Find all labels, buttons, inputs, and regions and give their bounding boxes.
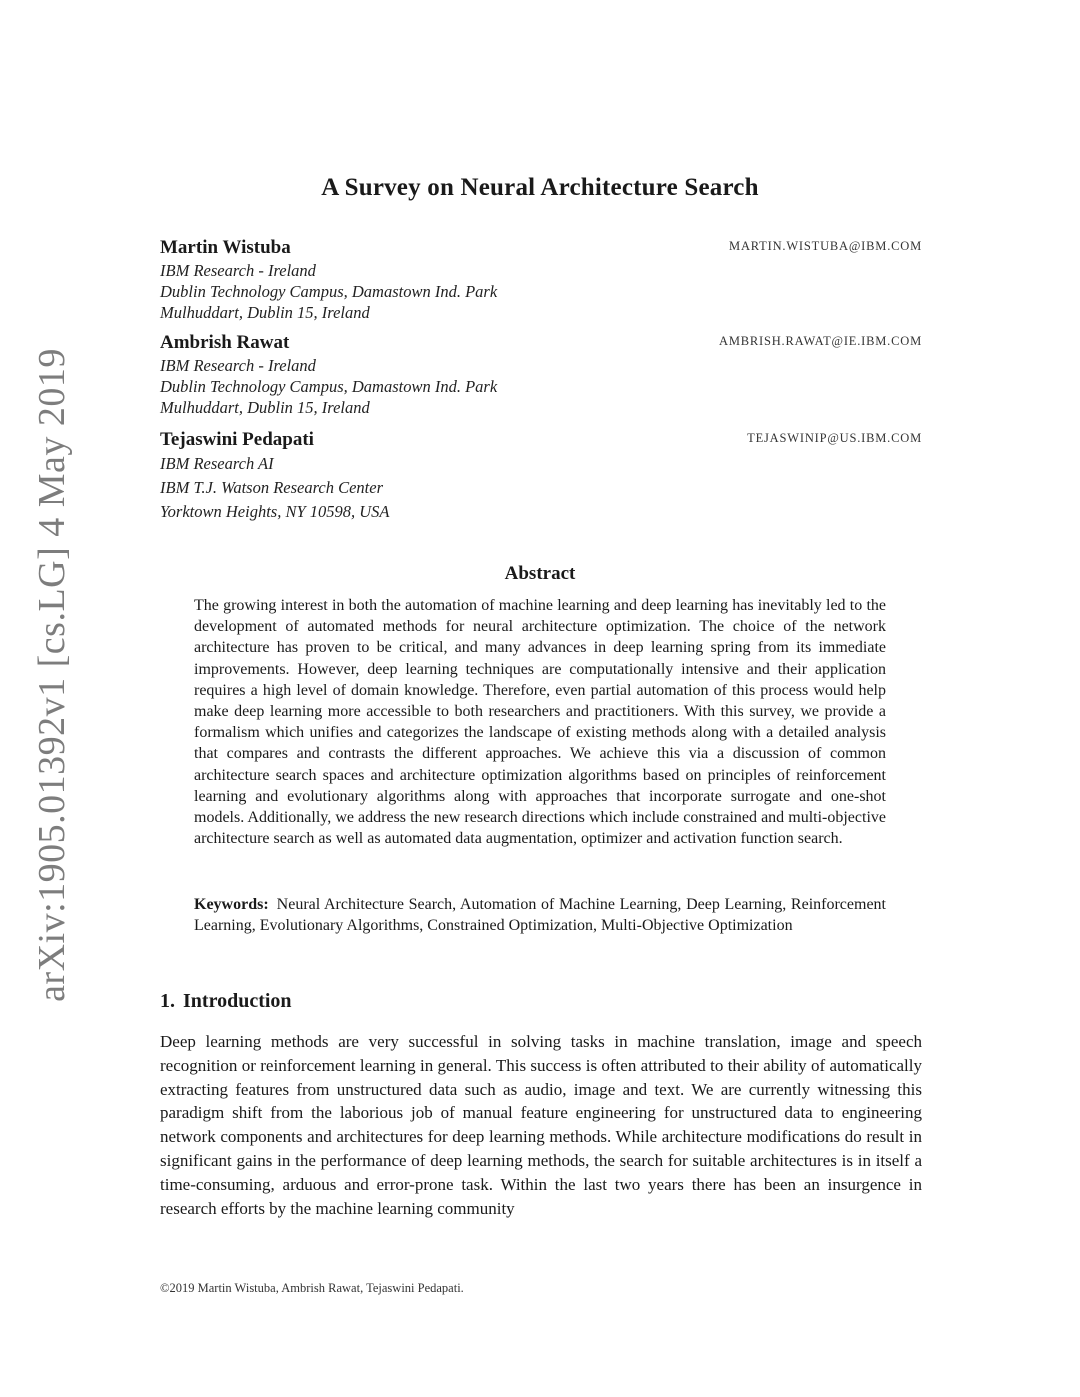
copyright-footer: ©2019 Martin Wistuba, Ambrish Rawat, Tejaswini Pedapati.: [160, 1281, 464, 1295]
author-block: [160, 331, 922, 418]
abstract-heading: Abstract: [504, 563, 576, 584]
author-affiliation-line: IBM Research AI: [160, 454, 274, 473]
section-heading-introduction: [160, 990, 292, 1013]
arxiv-identifier-stamp: arXiv:1905.01392v1 [cs.LG] 4 May 2019: [31, 348, 73, 1002]
author-name: Martin Wistuba: [160, 237, 291, 258]
author-name: Ambrish Rawat: [160, 332, 290, 353]
introduction-text: Deep learning methods are very successful in solving tasks in machine translation, image and speech recognition or reinforcement learning in general. This success is often attributed to their ability of automatically extracting features from unstructured data such as audio, image and text. We are currently witnessing this paradigm shift from the laborious job of manual feature engineering for unstructured data to engineering network components and architectures for deep learning methods. While architecture modifications do result in significant gains in the performance of deep learning methods, the search for suitable architectures is in itself a time-consuming, arduous and error-prone task. Within the last two years there has been an insurgence in research efforts by the machine learning community: [160, 1032, 922, 1218]
section-title: Introduction: [183, 990, 292, 1012]
author-affiliation-line: IBM Research - Ireland: [160, 261, 316, 280]
author-affiliation-line: IBM T.J. Watson Research Center: [160, 478, 384, 497]
paper-title: A Survey on Neural Architecture Search: [321, 174, 759, 201]
abstract-text: The growing interest in both the automation of machine learning and deep learning has inevitably led to the development of automated methods for neural architecture optimization. The choice of the network architecture has proven to be critical, and many advances in deep learning spring from its immediate improvements. However, deep learning techniques are computationally intensive and their application requires a high level of domain knowledge. Therefore, even partial automation of this process would help make deep learning more accessible to both researchers and practitioners. With this survey, we provide a formalism which unifies and categorizes the landscape of existing methods along with a detailed analysis that compares and contrasts the different approaches. We achieve this via a discussion of common architecture search spaces and architecture optimization algorithms based on principles of reinforcement learning and evolutionary algorithms along with approaches that incorporate surrogate and one-shot models. Additionally, we address the new research directions which include constrained and multi-objective architecture search as well as automated data augmentation, optimizer and activation function search.: [194, 597, 886, 848]
author-name: Tejaswini Pedapati: [160, 429, 314, 450]
author-affiliation-line: Yorktown Heights, NY 10598, USA: [160, 502, 390, 521]
keywords-text: Neural Architecture Search, Automation of Machine Learning, Deep Learning, Reinforcement Learning, Evolutionary Algorithms, Constrained Optimization, Multi-Objective Optimization: [194, 896, 886, 935]
author-affiliation-line: IBM Research - Ireland: [160, 356, 316, 375]
author-affiliation-line: Mulhuddart, Dublin 15, Ireland: [160, 303, 370, 322]
author-affiliation-line: Dublin Technology Campus, Damastown Ind. Park: [160, 282, 498, 301]
author-email[interactable]: MARTIN.WISTUBA@IBM.COM: [729, 239, 922, 253]
author-block: [160, 236, 922, 323]
author-block: [160, 428, 922, 524]
section-number: 1.: [160, 990, 175, 1012]
author-email[interactable]: AMBRISH.RAWAT@IE.IBM.COM: [719, 334, 922, 348]
author-affiliation-line: Mulhuddart, Dublin 15, Ireland: [160, 398, 370, 417]
keywords: [194, 894, 886, 936]
keywords-label: Keywords:: [194, 896, 269, 913]
author-affiliation-line: Dublin Technology Campus, Damastown Ind. Park: [160, 377, 498, 396]
author-email[interactable]: TEJASWINIP@US.IBM.COM: [747, 431, 922, 445]
